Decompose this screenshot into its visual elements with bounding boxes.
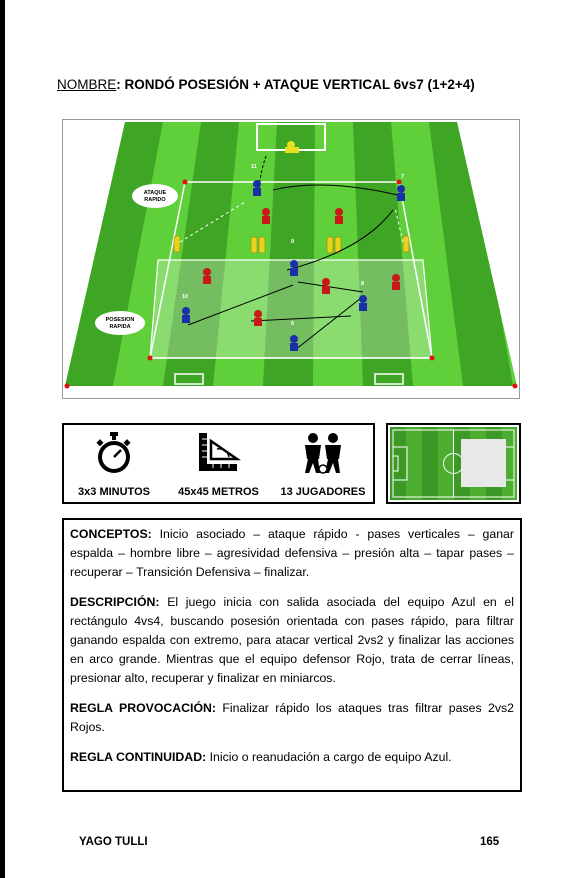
continuidad-label: REGLA CONTINUIDAD:	[70, 750, 207, 764]
pitch-diagram-svg	[63, 120, 519, 398]
measure-icon	[197, 431, 241, 480]
provocacion-text: Finalizar rápido los ataques tras filtrar pases 2vs2 Rojos.	[70, 701, 515, 734]
session-stats	[62, 423, 375, 504]
zone-top-line2: RAPIDO	[144, 197, 166, 203]
svg-text:8: 8	[361, 281, 365, 287]
zone-bottom-line1: POSESION	[105, 317, 135, 323]
continuidad-text: Inicio o reanudación a cargo de equipo Azul.	[206, 750, 452, 764]
descripcion-label: DESCRIPCIÓN:	[70, 595, 160, 609]
zone-label-top	[132, 184, 178, 208]
provocacion-paragraph	[70, 699, 514, 737]
continuidad-paragraph	[70, 748, 514, 767]
highlight-zone	[461, 439, 506, 487]
stat-duration-label: 3x3 MINUTOS	[78, 486, 150, 498]
svg-text:7: 7	[401, 174, 405, 180]
page-left-border	[0, 0, 5, 878]
mini-pitch-svg	[390, 427, 517, 500]
svg-text:9: 9	[291, 239, 295, 245]
tactical-diagram	[62, 119, 520, 399]
provocacion-label: REGLA PROVOCACIÓN:	[70, 701, 217, 715]
exercise-description	[62, 518, 522, 792]
page-title	[57, 77, 475, 92]
stat-players-label: 13 JUGADORES	[280, 486, 366, 498]
descripcion-paragraph	[70, 593, 514, 688]
stat-dimensions-label: 45x45 METROS	[178, 486, 259, 498]
title-text: RONDÓ POSESIÓN + ATAQUE VERTICAL 6vs7 (1+2+4)	[120, 77, 475, 92]
conceptos-paragraph	[70, 525, 514, 582]
svg-text:6: 6	[291, 321, 295, 327]
svg-text:11: 11	[251, 164, 257, 170]
footer-page-number: 165	[480, 836, 500, 848]
zone-top-line1: ATAQUE	[143, 190, 167, 196]
svg-text:10: 10	[182, 294, 189, 300]
title-label: NOMBRE	[57, 77, 117, 92]
descripcion-text: El juego inicia con salida asociada del equipo Azul en el rectángulo 4vs4, buscando posesión orientada con pases rápido, para filtrar ganando espalda con extremo, para atacar vertical 2vs2 y finalizar las acciones en arco grande. Mientras que el equipo defensor Rojo, trata de cerrar líneas, presionar alto, recuperar y finalizar en miniarcos.	[70, 595, 514, 685]
zone-mini-pitch	[386, 423, 521, 504]
conceptos-text: Inicio asociado – ataque rápido - pases verticales – ganar espalda – hombre libre – agresividad defensiva – presión alta – tapar pases – recuperar – Transición Defensiva – finalizar.	[70, 527, 514, 579]
zone-label-bottom	[95, 311, 145, 335]
conceptos-label: CONCEPTOS:	[70, 527, 152, 541]
players-icon	[299, 431, 347, 480]
footer-author: YAGO TULLI	[79, 836, 148, 848]
stopwatch-icon	[93, 431, 135, 480]
title-separator: :	[116, 77, 121, 92]
stat-dimensions	[164, 425, 273, 502]
stat-duration	[64, 425, 164, 502]
zone-bottom-line2: RAPIDA	[109, 324, 131, 330]
stat-players	[273, 425, 373, 502]
